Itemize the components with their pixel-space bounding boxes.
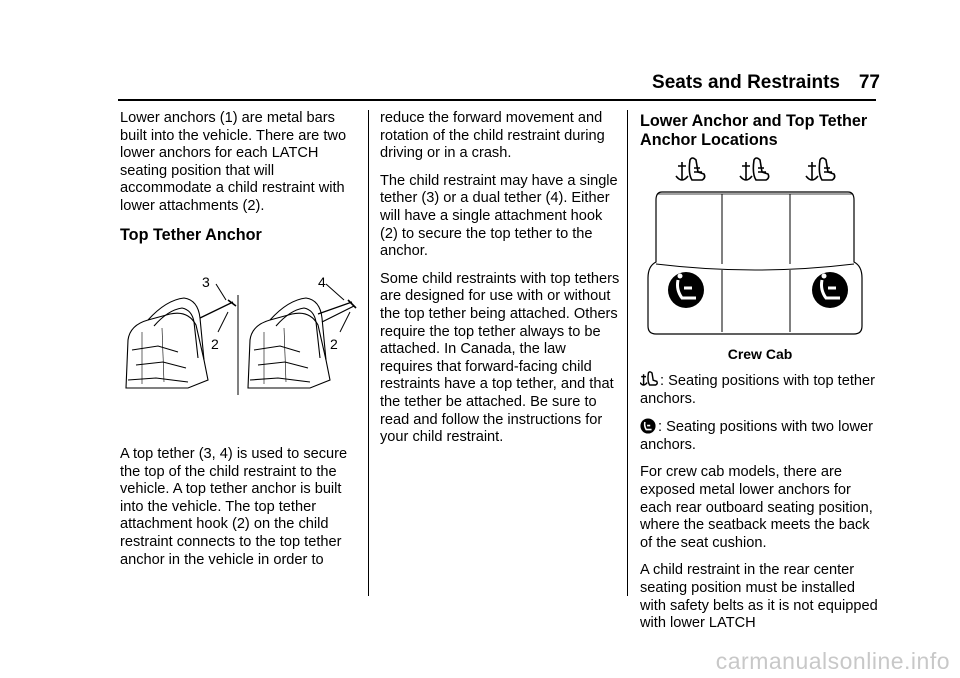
legend-lower-anchor (640, 418, 880, 454)
column-divider-2 (627, 110, 628, 596)
paragraph: The child restraint may have a single tether (3) or a dual tether (4). Either will have a single attachment hook (2) to secure the top tether to the anchor. (380, 172, 618, 260)
lower-anchor-icon (668, 272, 704, 308)
column-3-heading (640, 112, 880, 150)
column-1 (120, 110, 360, 245)
legend-top-tether (640, 370, 880, 408)
paragraph: A child restraint in the rear center seating position must be installed with safety belts as it is not equipped with lower LATCH (640, 562, 878, 632)
paragraph: For crew cab models, there are exposed metal lower anchors for each rear outboard seating position, where the seatback meets the back of the seat cushion. (640, 464, 873, 551)
paragraph: A top tether (3, 4) is used to secure the top of the child restraint to the vehicle. A top tether anchor is built into the vehicle. The top tether attachment hook (2) on the child restraint connects to the top tether anchor in the vehicle in order to (120, 446, 348, 568)
section-title: Seats and Restraints (652, 72, 840, 93)
legend-text: : Seating positions with two lower anchors. (640, 419, 873, 453)
paragraph: Some child restraints with top tethers are designed for use with or without the top tether being attached. Others require the top tether always to be attached. In Canada, the law requires that forward-facing child restraints have a top tether, and that the tether be attached. Be sure to read and follow the instructions for your child restraint. (380, 270, 620, 446)
legend-text: : Seating positions with top tether anchors. (640, 373, 875, 407)
column-3 (640, 370, 880, 643)
paragraph: Lower anchors (1) are metal bars built into the vehicle. There are two lower anchors for each LATCH seating position that will accommodate a child restraint with lower attachments (2). (120, 110, 347, 214)
watermark: carmanualsonline.info (715, 648, 950, 674)
figure-caption: Crew Cab (727, 346, 793, 362)
top-tether-anchor-icon (676, 158, 835, 180)
figure-label-2-right: 2 (330, 336, 338, 352)
section-heading: Top Tether Anchor (120, 225, 262, 244)
top-tether-anchor-icon (640, 370, 658, 388)
top-tether-figure (118, 270, 363, 400)
page-number: 77 (858, 72, 880, 93)
rear-seat-outline (648, 192, 862, 334)
column-2 (380, 110, 620, 457)
paragraph: reduce the forward movement and rotation of the child restraint during driving or in a crash. (380, 110, 605, 162)
column-divider-1 (368, 110, 369, 596)
lower-anchor-icon (640, 418, 656, 434)
child-seat-illustration-single-tether (126, 298, 236, 388)
lower-anchor-icon (812, 272, 848, 308)
crew-cab-seat-diagram (640, 154, 870, 340)
section-heading: Lower Anchor and Top Tether Anchor Locations (640, 112, 868, 149)
column-1-continued (120, 446, 360, 579)
figure-label-2-left: 2 (211, 336, 219, 352)
child-seat-illustration-dual-tether (248, 298, 356, 388)
figure-label-4: 4 (318, 274, 326, 290)
figure-label-3: 3 (202, 274, 210, 290)
header-rule (118, 99, 876, 101)
